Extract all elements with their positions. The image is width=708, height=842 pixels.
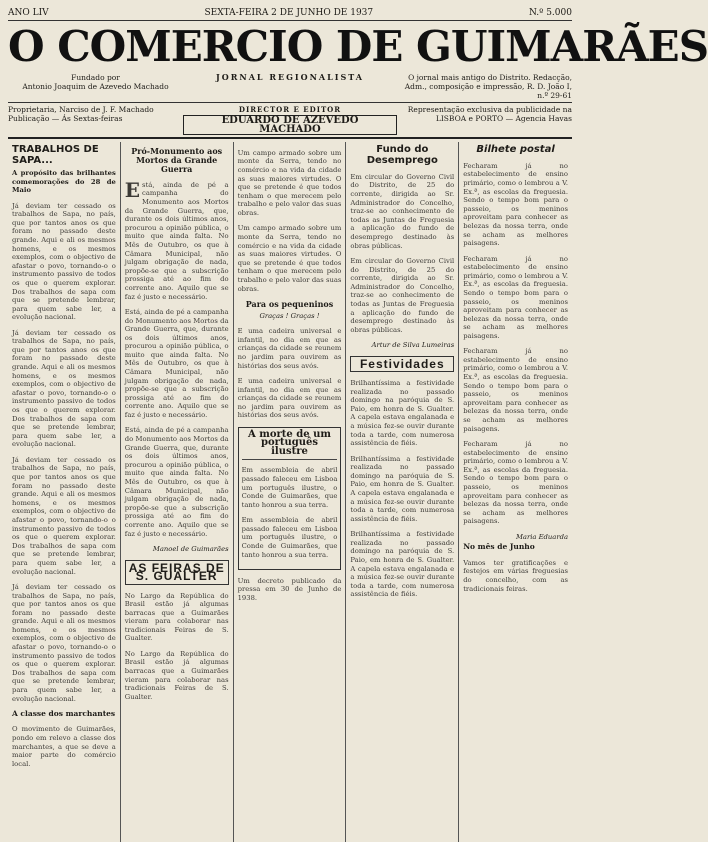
representation-note: Representação exclusiva da publicidade na LISBOA e PORTO — Agencia Havas bbox=[407, 105, 572, 123]
article-body: Um campo armado sobre um monte da Serra, tendo no comércio e na vida da cidade as suas maiores virtudes. O que se pretende é que todos tenham o que merecem pelo trabalho e pelo valor das suas obras. bbox=[237, 148, 342, 217]
article-columns bbox=[8, 142, 572, 842]
masthead-subhead bbox=[8, 73, 572, 103]
article-signature: Maria Eduarda bbox=[515, 532, 568, 541]
obituary-body-continued: Em assembleia de abril passado faleceu em Lisboa um português ilustre, o Conde de Guimarães, que tanto honrou a sua terra. bbox=[241, 516, 338, 559]
section-body-continued: No Largo da República do Brasil estão já algumas barracas que a Guimarães vieram para colaborar nas tradicionais Feiras de S. Gualter. bbox=[124, 649, 229, 701]
section-body-continued-2: Brilhantíssima a festividade realizada no passado domingo na paróquia de S. Paio, em honra de S. Gualter. A capela estava engalanada e a música fez-se ouvir durante toda a tarde, com numerosa assistência de fiéis. bbox=[350, 530, 455, 599]
article-body-continued: Em circular do Governo Civil do Distrito, de 25 do corrente, dirigida ao Sr. Administrador do Concelho, traz-se ao conhecimento de todas as Juntas de Freguesia a aplicação do fundo de desemprego destinado às obras públicas. bbox=[350, 256, 455, 334]
newspaper-title: O COMERCIO DE GUIMARÃES bbox=[8, 22, 708, 71]
owner-block bbox=[8, 105, 183, 135]
section-body: Brilhantíssima a festividade realizada no passado domingo na paróquia de S. Paio, em honra de S. Gualter. A capela estava engalanada e a música fez-se ouvir durante toda a tarde, com numerosa assistência de fiéis. bbox=[350, 379, 455, 448]
column-2 bbox=[121, 142, 234, 842]
decree-note: Um decreto publicado da pressa em 30 de Junho de 1938. bbox=[237, 576, 342, 602]
section-body-continued: E uma cadeira universal e infantil, no dia em que as crianças da cidade se reunem no jardim para ouvirem as histórias dos seus avós. bbox=[237, 377, 342, 420]
article-body: Já deviam ter cessado os trabalhos de Sapa, no país, que por tantos anos os que foram no passado deste grande. Aqui e ali os mesmos homens, e os mesmos exemplos, com o objectivo de afastar o povo, tornando-o o instrumento passivo de todos os que o querem explorar. Dos trabalhos de sapa com que se pretende lembrar, para quem sabe ler, a evolução nacional. bbox=[12, 201, 116, 322]
article-body-continued: Está, ainda de pé a campanha do Monumento aos Mortos da Grande Guerra, que, durante os dois últimos anos, procurou a opinião pública, o muito que ainda falta. No Mês de Outubro, os que à Câmara Municipal, não julgam obrigação de nada, propõe-se que a subscrição prossiga até ao fim do corrente ano. Aquilo que se faz é justo e necessário. bbox=[124, 307, 229, 420]
obituary-box bbox=[238, 427, 342, 570]
date-label: SEXTA-FEIRA 2 DE JUNHO DE 1937 bbox=[204, 8, 374, 18]
subsection-body: O movimento de Guimarães, pondo em relevo a classe dos marchantes, a que se deve a maior parte do comércio local. bbox=[12, 725, 116, 768]
article-headline: Fundo do Desemprego bbox=[366, 144, 438, 166]
article-headline: Pró-Monumento aos Mortos da Grande Guerra bbox=[131, 146, 223, 174]
oldest-paper-note: O jornal mais antigo do Distrito. Redacção, Adm., composição e impressão, R. D. João I, n.º 29-61 bbox=[404, 73, 572, 100]
director-name: EDUARDO DE AZEVEDO MACHADO bbox=[183, 115, 397, 135]
founder-block bbox=[8, 73, 183, 91]
masthead-info-row bbox=[8, 103, 572, 139]
column-4 bbox=[346, 142, 459, 842]
founder-name: Antonio Joaquim de Azevedo Machado bbox=[22, 82, 169, 91]
section-body: No Largo da República do Brasil estão já algumas barracas que a Guimarães vieram para colaborar nas tradicionais Feiras de S. Gualter. bbox=[124, 591, 229, 643]
section-quote: Graças ! Graças ! bbox=[259, 311, 320, 320]
article-body: Fecharam já no estabelecimento de ensino primário, como o lembrou a V. Ex.ª, as escolas da freguesia. Sendo o tempo bom para o passeio, os meninos aproveitam para conhecer as belezas da nossa terra, onde se acham as melhores paisagens. bbox=[463, 161, 568, 248]
year-label: ANO LIV bbox=[8, 8, 49, 18]
column-5 bbox=[459, 142, 572, 842]
article-body-continued: Já deviam ter cessado os trabalhos de Sapa, no país, que por tantos anos os que foram no passado deste grande. Aqui e ali os mesmos homens, e os mesmos exemplos, com o objectivo de afastar o povo, tornando-o o instrumento passivo de todos os que o querem explorar. Dos trabalhos de sapa com que se pretende lembrar, para quem sabe ler, a evolução nacional. bbox=[12, 328, 116, 449]
article-body-continued: Fecharam já no estabelecimento de ensino primário, como o lembrou a V. Ex.ª, as escolas da freguesia. Sendo o tempo bom para o passeio, os meninos aproveitam para conhecer as belezas da nossa terra, onde se acham as melhores paisagens. bbox=[463, 254, 568, 340]
article-body-continued-3: Já deviam ter cessado os trabalhos de Sapa, no país, que por tantos anos os que foram no passado deste grande. Aqui e ali os mesmos homens, e os mesmos exemplos, com o objectivo de afastar o povo, tornando-o o instrumento passivo de todos os que o querem explorar. Dos trabalhos de sapa com que se pretende lembrar, para quem sabe ler, a evolução nacional. bbox=[12, 582, 116, 703]
article-headline: TRABALHOS DE SAPA... bbox=[12, 144, 99, 166]
section-body: E uma cadeira universal e infantil, no dia em que as crianças da cidade se reunem no jardim para ouvirem as histórias dos seus avós. bbox=[237, 327, 342, 370]
newspaper-page bbox=[8, 6, 708, 794]
section-title: Para os pequeninos bbox=[245, 298, 334, 309]
article-body: Em circular do Governo Civil do Distrito, de 25 do corrente, dirigida ao Sr. Administrador do Concelho, traz-se ao conhecimento de todas as Juntas de Freguesia a aplicação do fundo de desemprego destinado às obras públicas. bbox=[350, 172, 455, 250]
founded-label: Fundado por bbox=[71, 73, 120, 82]
subsection-title: A classe dos marchantes bbox=[12, 709, 116, 719]
masthead-topline bbox=[8, 6, 572, 21]
article-signature: Artur de Silva Lumeiras bbox=[371, 341, 455, 350]
article-body-continued-3: Fecharam já no estabelecimento de ensino primário, como o lembrou a V. Ex.ª, as escolas da freguesia. Sendo o tempo bom para o passeio, os meninos aproveitam para conhecer as belezas da nossa terra, onde se acham as melhores paisagens. bbox=[463, 440, 568, 526]
note-title: No mês de Junho bbox=[463, 542, 535, 552]
column-1 bbox=[8, 142, 121, 842]
article-body-continued-2: Está, ainda de pé a campanha do Monumento aos Mortos da Grande Guerra, que, durante os dois últimos anos, procurou a opinião pública, o muito que ainda falta. No Mês de Outubro, os que à Câmara Municipal, não julgam obrigação de nada, propõe-se que a subscrição prossiga até ao fim do corrente ano. Aquilo que se faz é justo e necessário. bbox=[124, 426, 229, 538]
article-body-continued-2: Fecharam já no estabelecimento de ensino primário, como o lembrou a V. Ex.ª, as escolas da freguesia. Sendo o tempo bom para o passeio, os meninos aproveitam para conhecer as belezas da nossa terra, onde se acham as melhores paisagens. bbox=[463, 347, 568, 433]
owner: Proprietaria, Narciso de J. F. Machado bbox=[8, 105, 154, 114]
issue-number: N.º 5.000 bbox=[528, 8, 572, 18]
obituary-body: Em assembleia de abril passado faleceu em Lisboa um português ilustre, o Conde de Guimarães, que tanto honrou a sua terra. bbox=[241, 466, 338, 509]
publication-day: Publicação — Ás Sextas-feiras bbox=[8, 114, 123, 123]
section-body-continued: Brilhantíssima a festividade realizada no passado domingo na paróquia de S. Paio, em honra de S. Gualter. A capela estava engalanada e a música fez-se ouvir durante toda a tarde, com numerosa assistência de fiéis. bbox=[350, 454, 455, 523]
article-body-continued-2: Já deviam ter cessado os trabalhos de Sapa, no país, que por tantos anos os que foram no passado deste grande. Aqui e ali os mesmos homens, e os mesmos exemplos, com o objectivo de afastar o povo, tornando-o o instrumento passivo de todos os que o querem explorar. Dos trabalhos de sapa com que se pretende lembrar, para quem sabe ler, a evolução nacional. bbox=[12, 455, 116, 576]
article-headline: Bilhete postal bbox=[476, 144, 555, 155]
article-body: Está, ainda de pé a campanha do Monumento aos Mortos da Grande Guerra, que, durante os dois últimos anos, procurou a opinião pública, o muito que ainda falta. No Mês de Outubro, os que à Câmara Municipal, não julgam obrigação de nada, propõe-se que a subscrição prossiga até ao fim do corrente ano. Aquilo que se faz é justo e necessário. bbox=[124, 177, 229, 301]
section-banner: Festividades bbox=[350, 356, 454, 373]
note-body: Vamos ter gratificações e festejos em várias freguesias do concelho, com as tradicionais feiras. bbox=[463, 558, 568, 593]
section-banner: AS FEIRAS DE S. GUALTER bbox=[125, 560, 229, 585]
director-block bbox=[183, 105, 397, 135]
column-3 bbox=[234, 142, 347, 842]
article-body-continued: Um campo armado sobre um monte da Serra, tendo no comércio e na vida da cidade as suas maiores virtudes. O que se pretende é que todos tenham o que merecem pelo trabalho e pelo valor das suas obras. bbox=[237, 224, 342, 293]
tagline: JORNAL REGIONALISTA bbox=[215, 72, 364, 82]
article-lead: A propósito das brilhantes comemorações do 28 de Maio bbox=[12, 169, 116, 195]
director-label: DIRECTOR E EDITOR bbox=[238, 105, 342, 114]
article-signature: Manoel de Guimarães bbox=[152, 544, 229, 553]
obituary-headline: A morte de um português ilustre bbox=[242, 431, 338, 460]
